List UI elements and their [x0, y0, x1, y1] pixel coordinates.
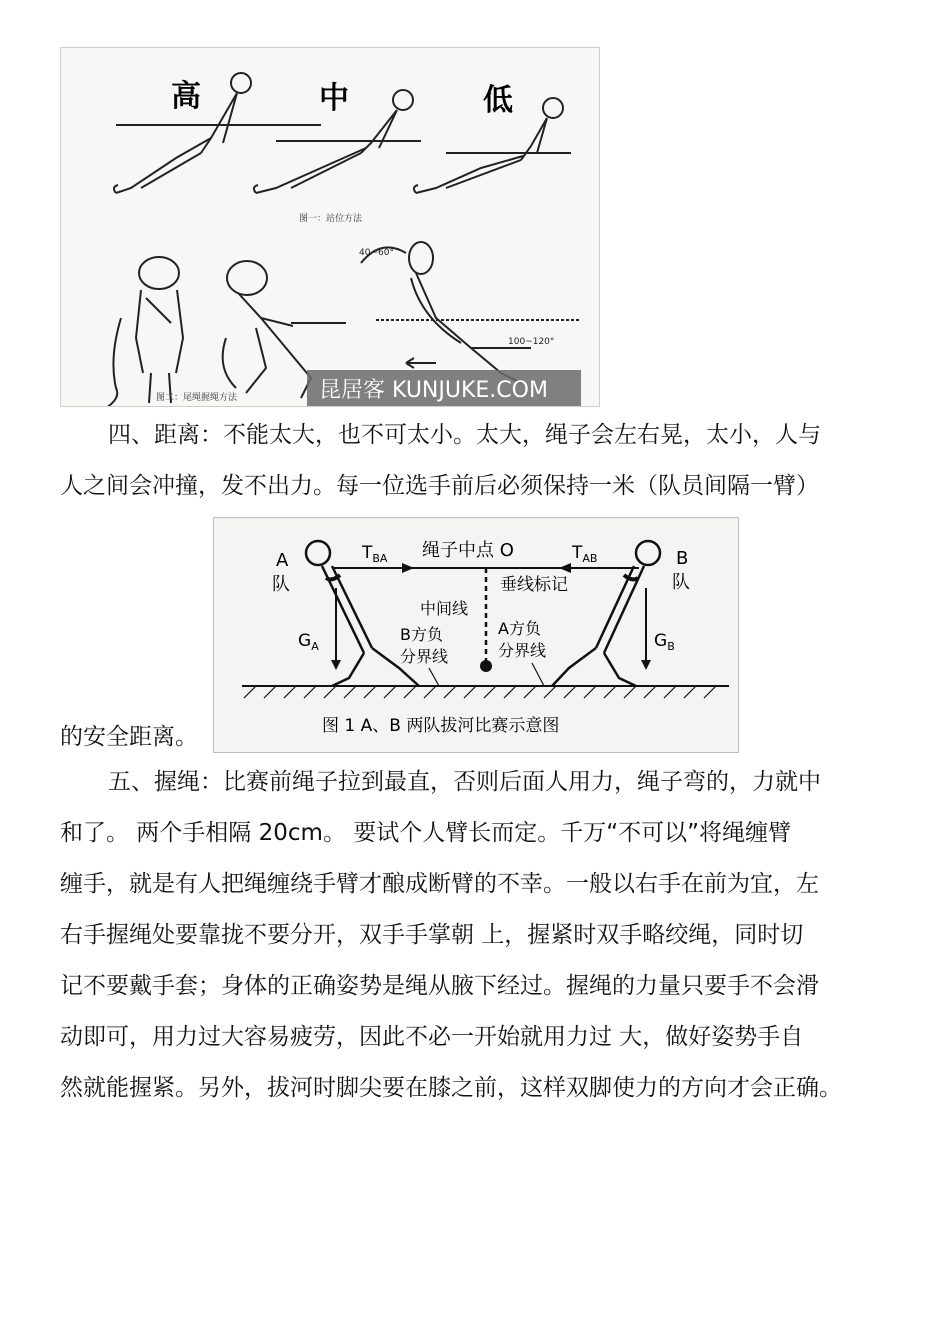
tension-ab-label: $T_{AB}$ [572, 543, 598, 565]
team-b-label-1: B [676, 548, 689, 569]
figure-high [114, 73, 321, 193]
middle-line-label: 中间线 [420, 599, 469, 618]
paragraph-grip [60, 757, 900, 1114]
team-a-label-1: A [276, 550, 289, 571]
a-lose-line-label-1: A方负 [498, 619, 541, 638]
caption-stance: 图一：站位方法 [299, 214, 363, 224]
diagram-caption: 图 1 A、B 两队拔河比赛示意图 [322, 716, 560, 736]
team-b-label-2: 队 [672, 572, 690, 593]
arrow-tab [559, 563, 571, 573]
tug-diagram-drawing [214, 518, 739, 753]
label-high: 高 [171, 79, 201, 114]
tension-ba-label: $T_{BA}$ [362, 543, 388, 565]
arrow-tba [402, 563, 414, 573]
watermark-text: 昆居客 KUNJUKE.COM [319, 378, 548, 403]
figure-back-view [106, 257, 183, 407]
paragraph-distance [60, 410, 900, 512]
caption-grip: 图二：尾绳握绳方法 [156, 393, 238, 403]
para4-line2: 人之间会冲撞，发不出力。每一位选手前后必须保持一米（队员间隔一臂） [60, 473, 819, 499]
b-lose-line-label-1: B方负 [400, 625, 443, 644]
stance-illustration [60, 47, 600, 407]
stance-drawing [61, 48, 600, 407]
para5-line5: 记不要戴手套；身体的正确姿势是绳从腋下经过。握绳的力量只要手不会滑 [60, 973, 819, 999]
para5-line1: 五、握绳：比赛前绳子拉到最直，否则后面人用力，绳子弯的，力就中 [108, 769, 821, 795]
figure-angle-view [361, 242, 581, 383]
para5-line7: 然就能握紧。另外，拔河时脚尖要在膝之前，这样双脚使力的方向才会正确。 [60, 1075, 842, 1101]
team-a-label-2: 队 [272, 574, 290, 595]
b-lose-line-label-2: 分界线 [400, 647, 449, 666]
para5-line6: 动即可，用力过大容易疲劳，因此不必一开始就用力过 大，做好姿势手自 [60, 1024, 804, 1050]
para4-line1: 四、距离：不能太大，也不可太小。太大，绳子会左右晃，太小，人与 [108, 422, 821, 448]
rope-midpoint-label: 绳子中点 O [422, 540, 514, 561]
a-lose-line-label-2: 分界线 [498, 641, 547, 660]
midpoint-marker [480, 660, 492, 672]
para4-line3: 的安全距离。 [60, 724, 198, 750]
label-low: 低 [483, 83, 513, 118]
gravity-b-label: $G_B$ [654, 631, 675, 653]
angle-top-label: 40~60° [359, 248, 394, 258]
angle-bottom-label: 100~120° [508, 337, 555, 347]
label-mid: 中 [319, 81, 349, 116]
para5-line3: 缠手，就是有人把绳缠绕手臂才酿成断臂的不幸。一般以右手在前为宜，左 [60, 871, 819, 897]
para5-line2: 和了。 两个手相隔 20cm。 要试个人臂长而定。千万“不可以”将绳缠臂 [60, 820, 792, 846]
tug-of-war-diagram [213, 517, 739, 753]
gravity-a-label: $G_A$ [298, 631, 319, 653]
ground-hatch [244, 686, 716, 698]
para5-line4: 右手握绳处要靠拢不要分开，双手手掌朝 上，握紧时双手略绞绳，同时切 [60, 922, 804, 948]
vertical-mark-label: 垂线标记 [500, 575, 568, 595]
